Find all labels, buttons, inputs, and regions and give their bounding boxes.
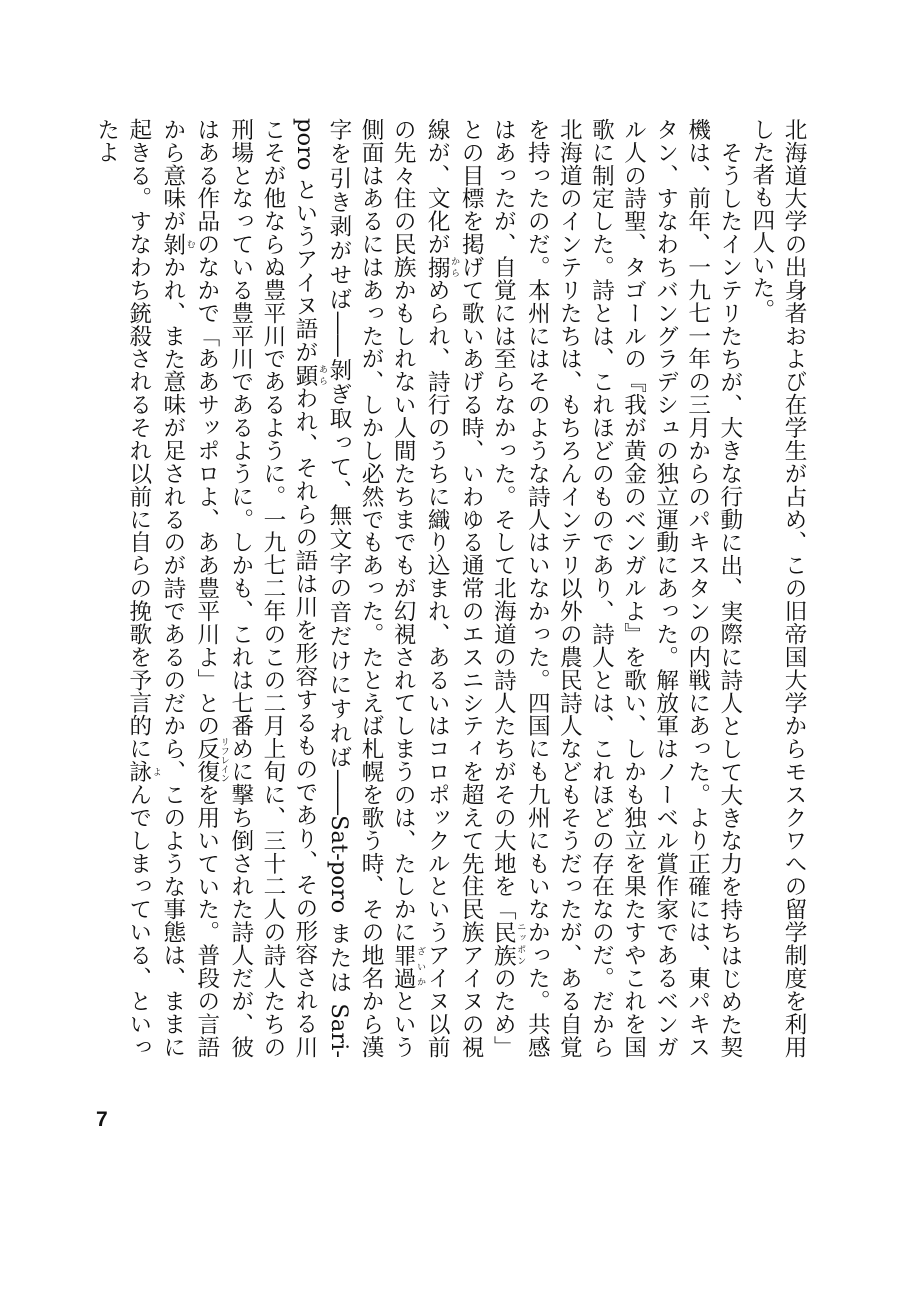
ruby-base: 民族 <box>490 920 517 967</box>
ruby-annotation <box>390 943 426 990</box>
text-run: のため」との目標を掲げて歌いあげる時、いわゆる通常のエスニシティを超えて先住民族アイヌの視線が、文化が <box>424 118 517 1058</box>
ruby-base: 反復 <box>193 737 220 784</box>
ruby-base: 搦 <box>424 255 451 279</box>
text-run: そうしたインテリたちが、大きな行動に出、実際に詩人として大きな力を持ちはじめた契機は、前年、一九七一年の三月からのパキスタンの内戦にあった。より正確には、東パキスタン、すなわちバングラデシュの独立運動にあった。解放軍はノーベル賞作家であるベンガル人の詩聖、タゴールの『我が黄金のベンガルよ』を歌い、しかも独立を果たすやこれを国歌に制定した。詩とは、これほどのものであり、詩人とは、これほどの存在なのだ。だから北海道のインテリたちは、もちろんインテリ以外の農民詩人などもそうだったが、ある自覚を持ったのだ。本州にはそのような詩人はいなかった。四国にも九州にもいなかった。共感はあったが、自覚には至らなかった。そして北海道の詩人たちがその大地を「 <box>490 118 743 1058</box>
ruby-base: 詠 <box>125 760 152 784</box>
ruby-base: 罪過 <box>390 943 417 990</box>
ruby-annotation <box>291 363 327 387</box>
ruby-reading: から <box>449 255 460 279</box>
ruby-base: 顕 <box>291 363 318 387</box>
text-run: われ、それらの語は川を形容するものであり、その形容される川こそが他ならぬ豊平川であるように。一九七二年のこの二月上旬に、三十二人の詩人たちの刑場となっている豊平川であるように。しかも、これは七番めに撃ち倒された詩人だが、彼はある作品のなかで「ああサッポロよ、ああ豊平川よ」との <box>193 118 318 1058</box>
ruby-reading: あら <box>316 363 327 387</box>
ruby-annotation <box>125 760 161 784</box>
ruby-reading: リフレイン <box>218 737 229 783</box>
paragraph <box>746 118 810 1058</box>
ruby-reading: む <box>184 232 195 256</box>
paragraph <box>92 118 746 1058</box>
ruby-reading: ざいか <box>415 943 426 990</box>
text-run: を用いていた。普段の言語から意味が <box>159 118 220 1058</box>
ruby-annotation <box>193 737 229 784</box>
text-run: という側面はあるにはあったが、しかし必然でもあった。たとえば札幌を歌う時、その地名から漢字を引き剥がせば――剝ぎ取って、無文字の音だけにすれば――Sat-poro または Sari-poro というアイヌ語が <box>291 118 417 1058</box>
ruby-annotation <box>490 920 526 967</box>
page-number: 7 <box>96 1108 108 1131</box>
ruby-annotation <box>424 255 460 279</box>
text-run: かれ、また意味が足されるのが詩であるのだから、このような事態は、ままに起きる。すなわち銃殺されるそれ以前に自らの挽歌を予言的に <box>125 118 186 1058</box>
text-run: んでしまっている、といったよ <box>93 118 152 1058</box>
ruby-annotation <box>159 232 195 256</box>
text-run: められ、詩行のうちに織り込まれ、あるいはコロポックルというアイヌ以前の先々住の民族かもしれない人間たちまでもが幻視されてしまうのは、たしかに <box>390 118 451 1058</box>
ruby-base: 剝 <box>159 232 186 256</box>
ruby-reading: よ <box>150 760 161 783</box>
text-run: 北海道大学の出身者および在学生が占め、この旧帝国大学からモスクワへの留学制度を利用した者も四人いた。 <box>748 118 807 1058</box>
ruby-reading: ニッポン <box>515 920 526 967</box>
vertical-text-block <box>92 118 810 1058</box>
